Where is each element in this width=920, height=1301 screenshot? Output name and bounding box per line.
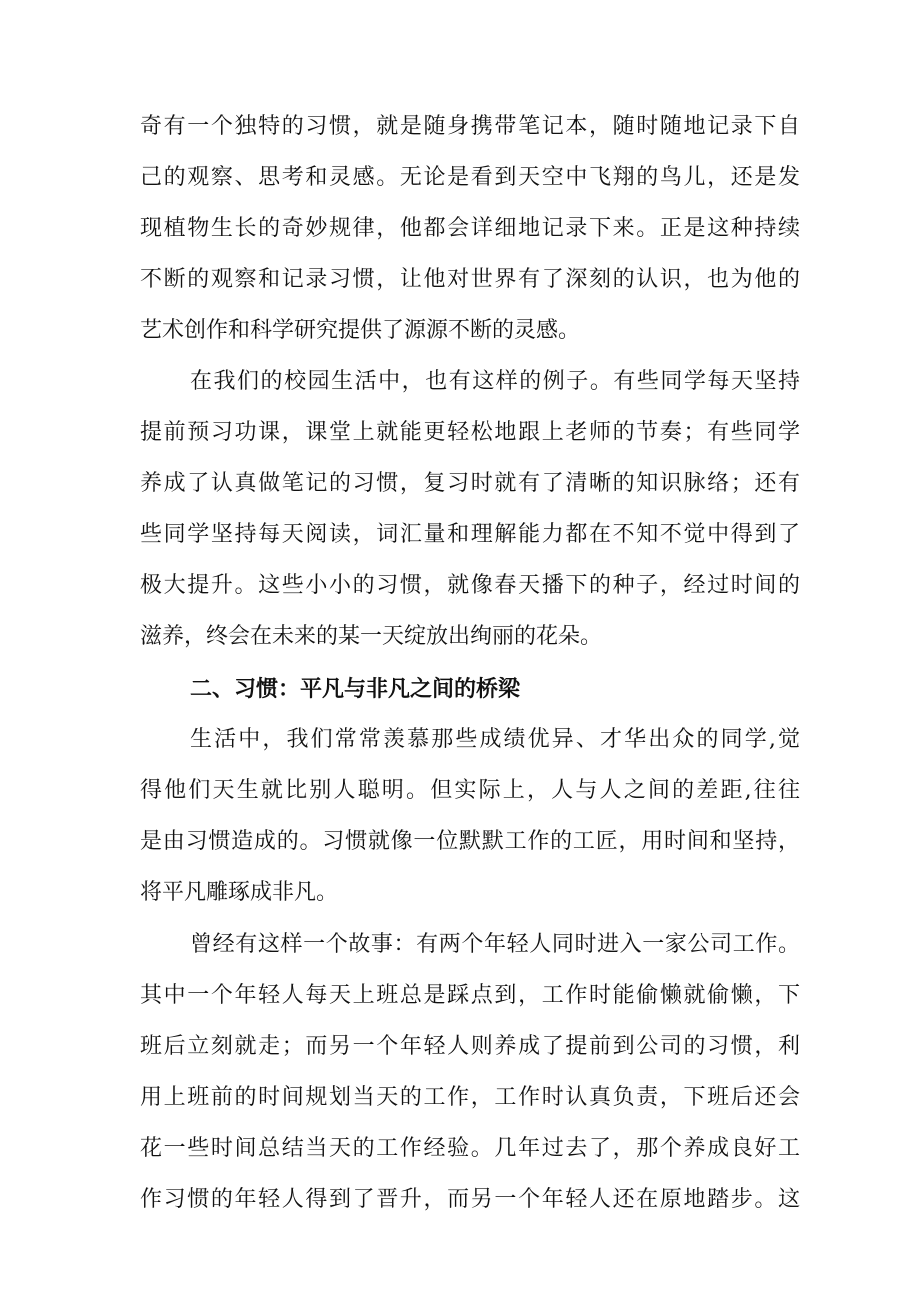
text-line: 生活中，我们常常羡慕那些成绩优异、才华出众的同学,觉 (190, 727, 800, 752)
text-line: 滋养，终会在未来的某一天绽放出绚丽的花朵。 (140, 624, 603, 649)
text-line: 些同学坚持每天阅读，词汇量和理解能力都在不知不觉中得到了 (140, 522, 800, 547)
text-line: 是由习惯造成的。习惯就像一位默默工作的工匠，用时间和坚持， (140, 829, 800, 854)
text-line: 其中一个年轻人每天上班总是踩点到，工作时能偷懒就偷懒，下 (140, 983, 800, 1008)
text-line: 养成了认真做笔记的习惯，复习时就有了清晰的知识脉络；还有 (140, 471, 800, 496)
text-line: 得他们天生就比别人聪明。但实际上，人与人之间的差距,往往 (140, 778, 800, 803)
text-line: 提前预习功课，课堂上就能更轻松地跟上老师的节奏；有些同学 (140, 420, 800, 445)
text-line: 班后立刻就走；而另一个年轻人则养成了提前到公司的习惯，利 (140, 1034, 800, 1059)
text-line: 现植物生长的奇妙规律，他都会详细地记录下来。正是这种持续 (140, 216, 800, 241)
text-line: 作习惯的年轻人得到了晋升，而另一个年轻人还在原地踏步。这 (140, 1187, 800, 1212)
text-line: 己的观察、思考和灵感。无论是看到天空中飞翔的鸟儿，还是发 (140, 165, 800, 190)
text-line: 曾经有这样一个故事：有两个年轻人同时进入一家公司工作。 (190, 932, 800, 957)
text-line: 花一些时间总结当天的工作经验。几年过去了，那个养成良好工 (140, 1136, 800, 1161)
text-line: 将平凡雕琢成非凡。 (140, 880, 339, 905)
text-line: 极大提升。这些小小的习惯，就像春天播下的种子，经过时间的 (140, 573, 800, 598)
text-line: 艺术创作和科学研究提供了源源不断的灵感。 (140, 318, 581, 343)
text-line: 不断的观察和记录习惯，让他对世界有了深刻的认识，也为他的 (140, 267, 800, 292)
section-heading: 二、习惯：平凡与非凡之间的桥梁 (190, 676, 521, 702)
text-line: 用上班前的时间规划当天的工作，工作时认真负责，下班后还会 (140, 1085, 800, 1110)
text-line: 奇有一个独特的习惯，就是随身携带笔记本，随时随地记录下自 (140, 114, 800, 139)
text-line: 在我们的校园生活中，也有这样的例子。有些同学每天坚持 (190, 369, 800, 394)
